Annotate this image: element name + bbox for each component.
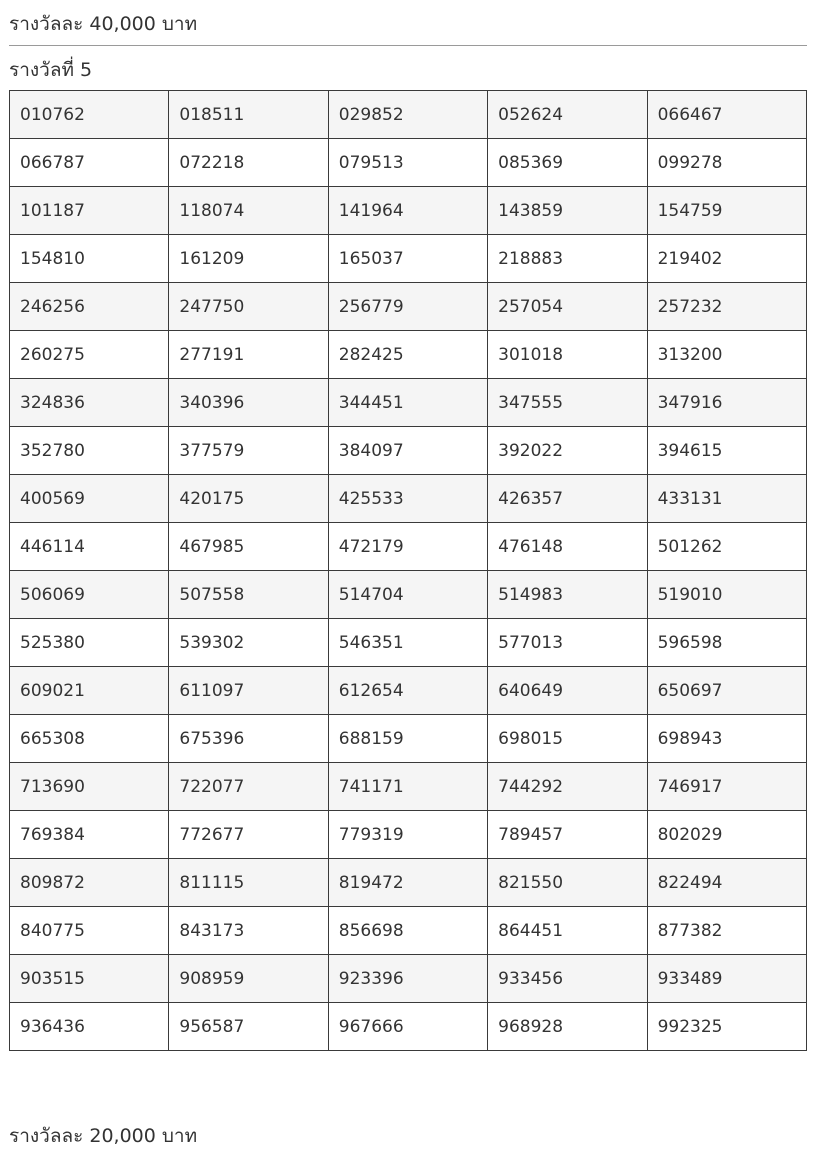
prize-number-cell: 698015	[488, 715, 647, 763]
table-row	[10, 91, 807, 139]
prize-number-cell: 956587	[169, 1003, 328, 1051]
prize-number-cell: 446114	[10, 523, 169, 571]
prize-number-cell: 400569	[10, 475, 169, 523]
prize-number-cell: 819472	[328, 859, 487, 907]
prize-number-cell: 843173	[169, 907, 328, 955]
table-row	[10, 763, 807, 811]
prize-number-cell: 247750	[169, 283, 328, 331]
prize-number-cell: 665308	[10, 715, 169, 763]
prize-number-cell: 772677	[169, 811, 328, 859]
prize-number-cell: 933456	[488, 955, 647, 1003]
prize-number-cell: 099278	[647, 139, 806, 187]
prize-number-cell: 352780	[10, 427, 169, 475]
prize-number-cell: 519010	[647, 571, 806, 619]
prize-number-cell: 282425	[328, 331, 487, 379]
prize-number-cell: 864451	[488, 907, 647, 955]
prize-number-cell: 425533	[328, 475, 487, 523]
prize-number-cell: 118074	[169, 187, 328, 235]
table-row	[10, 571, 807, 619]
prize-number-cell: 218883	[488, 235, 647, 283]
prize-amount-heading: รางวัลละ 40,000 บาท	[9, 13, 198, 35]
prize-number-cell: 324836	[10, 379, 169, 427]
prize-number-cell: 506069	[10, 571, 169, 619]
prize-number-cell: 546351	[328, 619, 487, 667]
prize-number-cell: 052624	[488, 91, 647, 139]
table-row	[10, 811, 807, 859]
prize-label: รางวัลที่ 5	[9, 59, 93, 81]
prize-number-cell: 769384	[10, 811, 169, 859]
prize-number-cell: 467985	[169, 523, 328, 571]
prize-number-cell: 066787	[10, 139, 169, 187]
prize-number-cell: 507558	[169, 571, 328, 619]
table-row	[10, 1003, 807, 1051]
prize-number-cell: 744292	[488, 763, 647, 811]
prize-number-cell: 347555	[488, 379, 647, 427]
prize-number-cell: 811115	[169, 859, 328, 907]
prize-number-cell: 340396	[169, 379, 328, 427]
prize-number-cell: 856698	[328, 907, 487, 955]
prize-number-cell: 840775	[10, 907, 169, 955]
prize-number-cell: 257054	[488, 283, 647, 331]
prize-number-cell: 256779	[328, 283, 487, 331]
table-row	[10, 235, 807, 283]
prize-number-cell: 433131	[647, 475, 806, 523]
prize-number-cell: 809872	[10, 859, 169, 907]
prize-number-cell: 933489	[647, 955, 806, 1003]
prize-number-cell: 596598	[647, 619, 806, 667]
prize-number-cell: 525380	[10, 619, 169, 667]
prize-number-cell: 246256	[10, 283, 169, 331]
prize-number-cell: 612654	[328, 667, 487, 715]
prize-number-cell: 476148	[488, 523, 647, 571]
prize-number-cell: 154759	[647, 187, 806, 235]
prize-number-cell: 802029	[647, 811, 806, 859]
prize-number-cell: 675396	[169, 715, 328, 763]
table-row	[10, 619, 807, 667]
prize-number-cell: 472179	[328, 523, 487, 571]
prize-number-cell: 923396	[328, 955, 487, 1003]
prize-number-cell: 260275	[10, 331, 169, 379]
prize-number-cell: 219402	[647, 235, 806, 283]
prize-number-cell: 384097	[328, 427, 487, 475]
prize-number-cell: 611097	[169, 667, 328, 715]
prize-number-cell: 877382	[647, 907, 806, 955]
prize-number-cell: 313200	[647, 331, 806, 379]
table-row	[10, 139, 807, 187]
prize-number-cell: 713690	[10, 763, 169, 811]
prize-number-cell: 968928	[488, 1003, 647, 1051]
table-row	[10, 427, 807, 475]
prize-number-cell: 029852	[328, 91, 487, 139]
prize-number-cell: 514704	[328, 571, 487, 619]
prize-number-cell: 141964	[328, 187, 487, 235]
prize-number-cell: 789457	[488, 811, 647, 859]
prize-number-cell: 301018	[488, 331, 647, 379]
prize-number-cell: 746917	[647, 763, 806, 811]
table-row	[10, 187, 807, 235]
prize-number-cell: 640649	[488, 667, 647, 715]
prize-number-cell: 822494	[647, 859, 806, 907]
prize-number-cell: 010762	[10, 91, 169, 139]
prize-number-cell: 967666	[328, 1003, 487, 1051]
prize-number-cell: 161209	[169, 235, 328, 283]
prize-number-cell: 688159	[328, 715, 487, 763]
prize-numbers-table	[9, 90, 807, 1051]
table-row	[10, 907, 807, 955]
prize-number-cell: 609021	[10, 667, 169, 715]
prize-number-cell: 079513	[328, 139, 487, 187]
prize-number-cell: 501262	[647, 523, 806, 571]
prize-numbers-body	[10, 91, 807, 1051]
prize-number-cell: 821550	[488, 859, 647, 907]
table-row	[10, 859, 807, 907]
prize-number-cell: 698943	[647, 715, 806, 763]
prize-number-cell: 394615	[647, 427, 806, 475]
prize-number-cell: 392022	[488, 427, 647, 475]
prize-number-cell: 066467	[647, 91, 806, 139]
table-row	[10, 667, 807, 715]
prize-number-cell: 257232	[647, 283, 806, 331]
prize-number-cell: 577013	[488, 619, 647, 667]
prize-number-cell: 154810	[10, 235, 169, 283]
prize-number-cell: 018511	[169, 91, 328, 139]
table-row	[10, 475, 807, 523]
prize-number-cell: 085369	[488, 139, 647, 187]
table-row	[10, 523, 807, 571]
prize-number-cell: 347916	[647, 379, 806, 427]
prize-number-cell: 426357	[488, 475, 647, 523]
prize-number-cell: 277191	[169, 331, 328, 379]
prize-number-cell: 377579	[169, 427, 328, 475]
prize-number-cell: 779319	[328, 811, 487, 859]
divider	[9, 45, 807, 46]
prize-number-cell: 650697	[647, 667, 806, 715]
prize-number-cell: 722077	[169, 763, 328, 811]
prize-number-cell: 143859	[488, 187, 647, 235]
prize-number-cell: 908959	[169, 955, 328, 1003]
prize-number-cell: 344451	[328, 379, 487, 427]
prize-number-cell: 165037	[328, 235, 487, 283]
prize-number-cell: 741171	[328, 763, 487, 811]
table-row	[10, 379, 807, 427]
prize-number-cell: 903515	[10, 955, 169, 1003]
table-row	[10, 715, 807, 763]
prize-number-cell: 101187	[10, 187, 169, 235]
table-row	[10, 331, 807, 379]
table-row	[10, 283, 807, 331]
table-row	[10, 955, 807, 1003]
prize-number-cell: 539302	[169, 619, 328, 667]
prize-number-cell: 992325	[647, 1003, 806, 1051]
prize-number-cell: 514983	[488, 571, 647, 619]
prize-number-cell: 936436	[10, 1003, 169, 1051]
next-prize-amount-heading: รางวัลละ 20,000 บาท	[9, 1125, 198, 1147]
prize-number-cell: 072218	[169, 139, 328, 187]
prize-number-cell: 420175	[169, 475, 328, 523]
